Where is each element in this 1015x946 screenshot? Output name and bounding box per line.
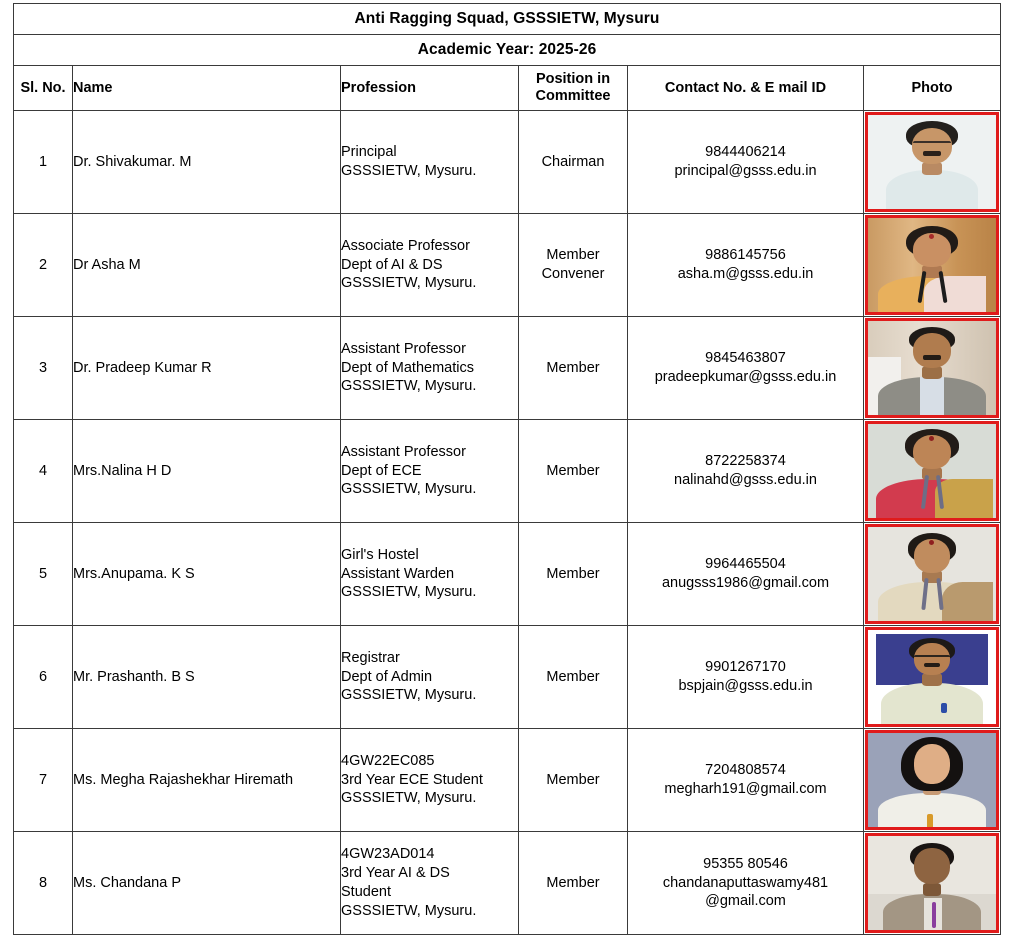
position-line-1: Chairman xyxy=(541,153,605,170)
position-line-2: Convener xyxy=(541,266,605,282)
profession-line-1: 4GW22EC085 xyxy=(341,752,435,769)
row-sl-no: 7 xyxy=(14,729,73,832)
contact-email: megharh191@gmail.com xyxy=(664,781,827,797)
column-header-photo: Photo xyxy=(864,66,1001,111)
row-name: Dr. Shivakumar. M xyxy=(73,111,341,214)
avatar xyxy=(865,112,999,212)
column-header-profession: Profession xyxy=(341,66,519,111)
portrait-graphic xyxy=(868,115,996,209)
position-line-1: Member xyxy=(546,668,600,685)
contact-phone: 9964465504 xyxy=(705,556,786,573)
row-profession xyxy=(341,523,519,626)
position-line-1: Member xyxy=(546,359,600,376)
table-title-row xyxy=(14,4,1001,35)
row-position xyxy=(519,523,628,626)
position-line-1: Member xyxy=(546,771,600,788)
contact-email-cont: @gmail.com xyxy=(705,893,786,910)
profession-line-3: Student xyxy=(341,884,391,900)
row-profession xyxy=(341,317,519,420)
table-row xyxy=(14,729,1001,832)
avatar xyxy=(865,215,999,315)
row-contact xyxy=(628,832,864,935)
row-contact xyxy=(628,420,864,523)
table-row xyxy=(14,111,1001,214)
row-position xyxy=(519,317,628,420)
contact-email: principal@gsss.edu.in xyxy=(674,163,817,179)
profession-line-3: GSSSIETW, Mysuru. xyxy=(341,584,477,601)
row-name: Mrs.Anupama. K S xyxy=(73,523,341,626)
profession-line-1: 4GW23AD014 xyxy=(341,846,435,863)
page-title: Anti Ragging Squad, GSSSIETW, Mysuru xyxy=(14,4,1001,35)
row-profession xyxy=(341,832,519,935)
row-position xyxy=(519,111,628,214)
row-position xyxy=(519,420,628,523)
contact-phone: 7204808574 xyxy=(705,762,786,779)
row-position xyxy=(519,729,628,832)
row-position xyxy=(519,832,628,935)
table-row xyxy=(14,317,1001,420)
contact-phone: 95355 80546 xyxy=(703,855,788,872)
row-photo-cell xyxy=(864,420,1001,523)
row-contact xyxy=(628,111,864,214)
profession-line-3: GSSSIETW, Mysuru. xyxy=(341,687,477,704)
row-contact xyxy=(628,214,864,317)
profession-line-2: Dept of AI & DS xyxy=(341,256,443,273)
row-photo-cell xyxy=(864,626,1001,729)
portrait-graphic xyxy=(868,424,996,518)
profession-line-3: GSSSIETW, Mysuru. xyxy=(341,378,477,395)
row-sl-no: 3 xyxy=(14,317,73,420)
column-header-contact: Contact No. & E mail ID xyxy=(628,66,864,111)
avatar xyxy=(865,524,999,624)
row-contact xyxy=(628,626,864,729)
row-sl-no: 1 xyxy=(14,111,73,214)
avatar xyxy=(865,730,999,830)
row-name: Ms. Megha Rajashekhar Hiremath xyxy=(73,729,341,832)
row-sl-no: 6 xyxy=(14,626,73,729)
row-photo-cell xyxy=(864,523,1001,626)
position-line-1: Member xyxy=(546,247,600,264)
row-name: Ms. Chandana P xyxy=(73,832,341,935)
contact-email: asha.m@gsss.edu.in xyxy=(677,266,814,282)
column-header-position-line1: Position in xyxy=(535,71,611,88)
row-profession xyxy=(341,729,519,832)
profession-line-4: GSSSIETW, Mysuru. xyxy=(341,902,477,919)
contact-email: anugsss1986@gmail.com xyxy=(661,575,830,591)
avatar xyxy=(865,627,999,727)
avatar xyxy=(865,833,999,933)
portrait-graphic xyxy=(868,218,996,312)
portrait-graphic xyxy=(868,836,996,930)
row-position xyxy=(519,626,628,729)
row-photo-cell xyxy=(864,729,1001,832)
row-contact xyxy=(628,317,864,420)
table-row xyxy=(14,523,1001,626)
profession-line-2: Assistant Warden xyxy=(341,565,455,582)
row-profession xyxy=(341,214,519,317)
row-sl-no: 5 xyxy=(14,523,73,626)
profession-line-1: Registrar xyxy=(341,649,400,666)
profession-line-1: Assistant Professor xyxy=(341,340,466,357)
table-row xyxy=(14,420,1001,523)
contact-email: bspjain@gsss.edu.in xyxy=(678,678,813,694)
profession-line-1: Principal xyxy=(341,144,397,161)
position-line-1: Member xyxy=(546,462,600,479)
row-name: Mr. Prashanth. B S xyxy=(73,626,341,729)
contact-phone: 9886145756 xyxy=(705,247,786,264)
profession-line-1: Associate Professor xyxy=(341,237,470,254)
avatar xyxy=(865,318,999,418)
profession-line-2: Dept of ECE xyxy=(341,462,422,479)
profession-line-3: GSSSIETW, Mysuru. xyxy=(341,790,477,807)
profession-line-2: 3rd Year ECE Student xyxy=(341,771,483,788)
profession-line-1: Girl's Hostel xyxy=(341,546,419,563)
profession-line-2: GSSSIETW, Mysuru. xyxy=(341,163,477,179)
row-name: Dr. Pradeep Kumar R xyxy=(73,317,341,420)
profession-line-3: GSSSIETW, Mysuru. xyxy=(341,481,477,498)
portrait-graphic xyxy=(868,321,996,415)
profession-line-2: Dept of Mathematics xyxy=(341,359,474,376)
contact-phone: 9901267170 xyxy=(705,659,786,676)
row-photo-cell xyxy=(864,317,1001,420)
avatar xyxy=(865,421,999,521)
profession-line-1: Assistant Professor xyxy=(341,443,466,460)
portrait-graphic xyxy=(868,527,996,621)
row-position xyxy=(519,214,628,317)
academic-year: Academic Year: 2025-26 xyxy=(14,35,1001,66)
contact-phone: 9845463807 xyxy=(705,350,786,367)
row-profession xyxy=(341,111,519,214)
table-subtitle-row xyxy=(14,35,1001,66)
row-photo-cell xyxy=(864,832,1001,935)
row-contact xyxy=(628,523,864,626)
row-contact xyxy=(628,729,864,832)
contact-email: pradeepkumar@gsss.edu.in xyxy=(654,369,837,385)
row-profession xyxy=(341,420,519,523)
portrait-graphic xyxy=(868,630,996,724)
row-name: Mrs.Nalina H D xyxy=(73,420,341,523)
table-row xyxy=(14,626,1001,729)
column-header-position-line2: Committee xyxy=(535,88,611,104)
row-photo-cell xyxy=(864,214,1001,317)
anti-ragging-squad-table xyxy=(13,3,1001,935)
column-header-position-in-committee xyxy=(519,66,628,111)
row-profession xyxy=(341,626,519,729)
column-header-sl-no: Sl. No. xyxy=(14,66,73,111)
row-name: Dr Asha M xyxy=(73,214,341,317)
table-row xyxy=(14,214,1001,317)
position-line-1: Member xyxy=(546,565,600,582)
profession-line-2: Dept of Admin xyxy=(341,668,433,685)
row-sl-no: 2 xyxy=(14,214,73,317)
column-header-name: Name xyxy=(73,66,341,111)
position-line-1: Member xyxy=(546,874,600,891)
row-photo-cell xyxy=(864,111,1001,214)
profession-line-2: 3rd Year AI & DS xyxy=(341,865,450,882)
contact-phone: 9844406214 xyxy=(705,144,786,161)
portrait-graphic xyxy=(868,733,996,827)
contact-phone: 8722258374 xyxy=(705,453,786,470)
contact-email: nalinahd@gsss.edu.in xyxy=(674,472,817,488)
profession-line-3: GSSSIETW, Mysuru. xyxy=(341,275,477,292)
contact-email: chandanaputtaswamy481 xyxy=(662,874,829,891)
row-sl-no: 4 xyxy=(14,420,73,523)
row-sl-no: 8 xyxy=(14,832,73,935)
table-header-row xyxy=(14,66,1001,111)
table-row xyxy=(14,832,1001,935)
